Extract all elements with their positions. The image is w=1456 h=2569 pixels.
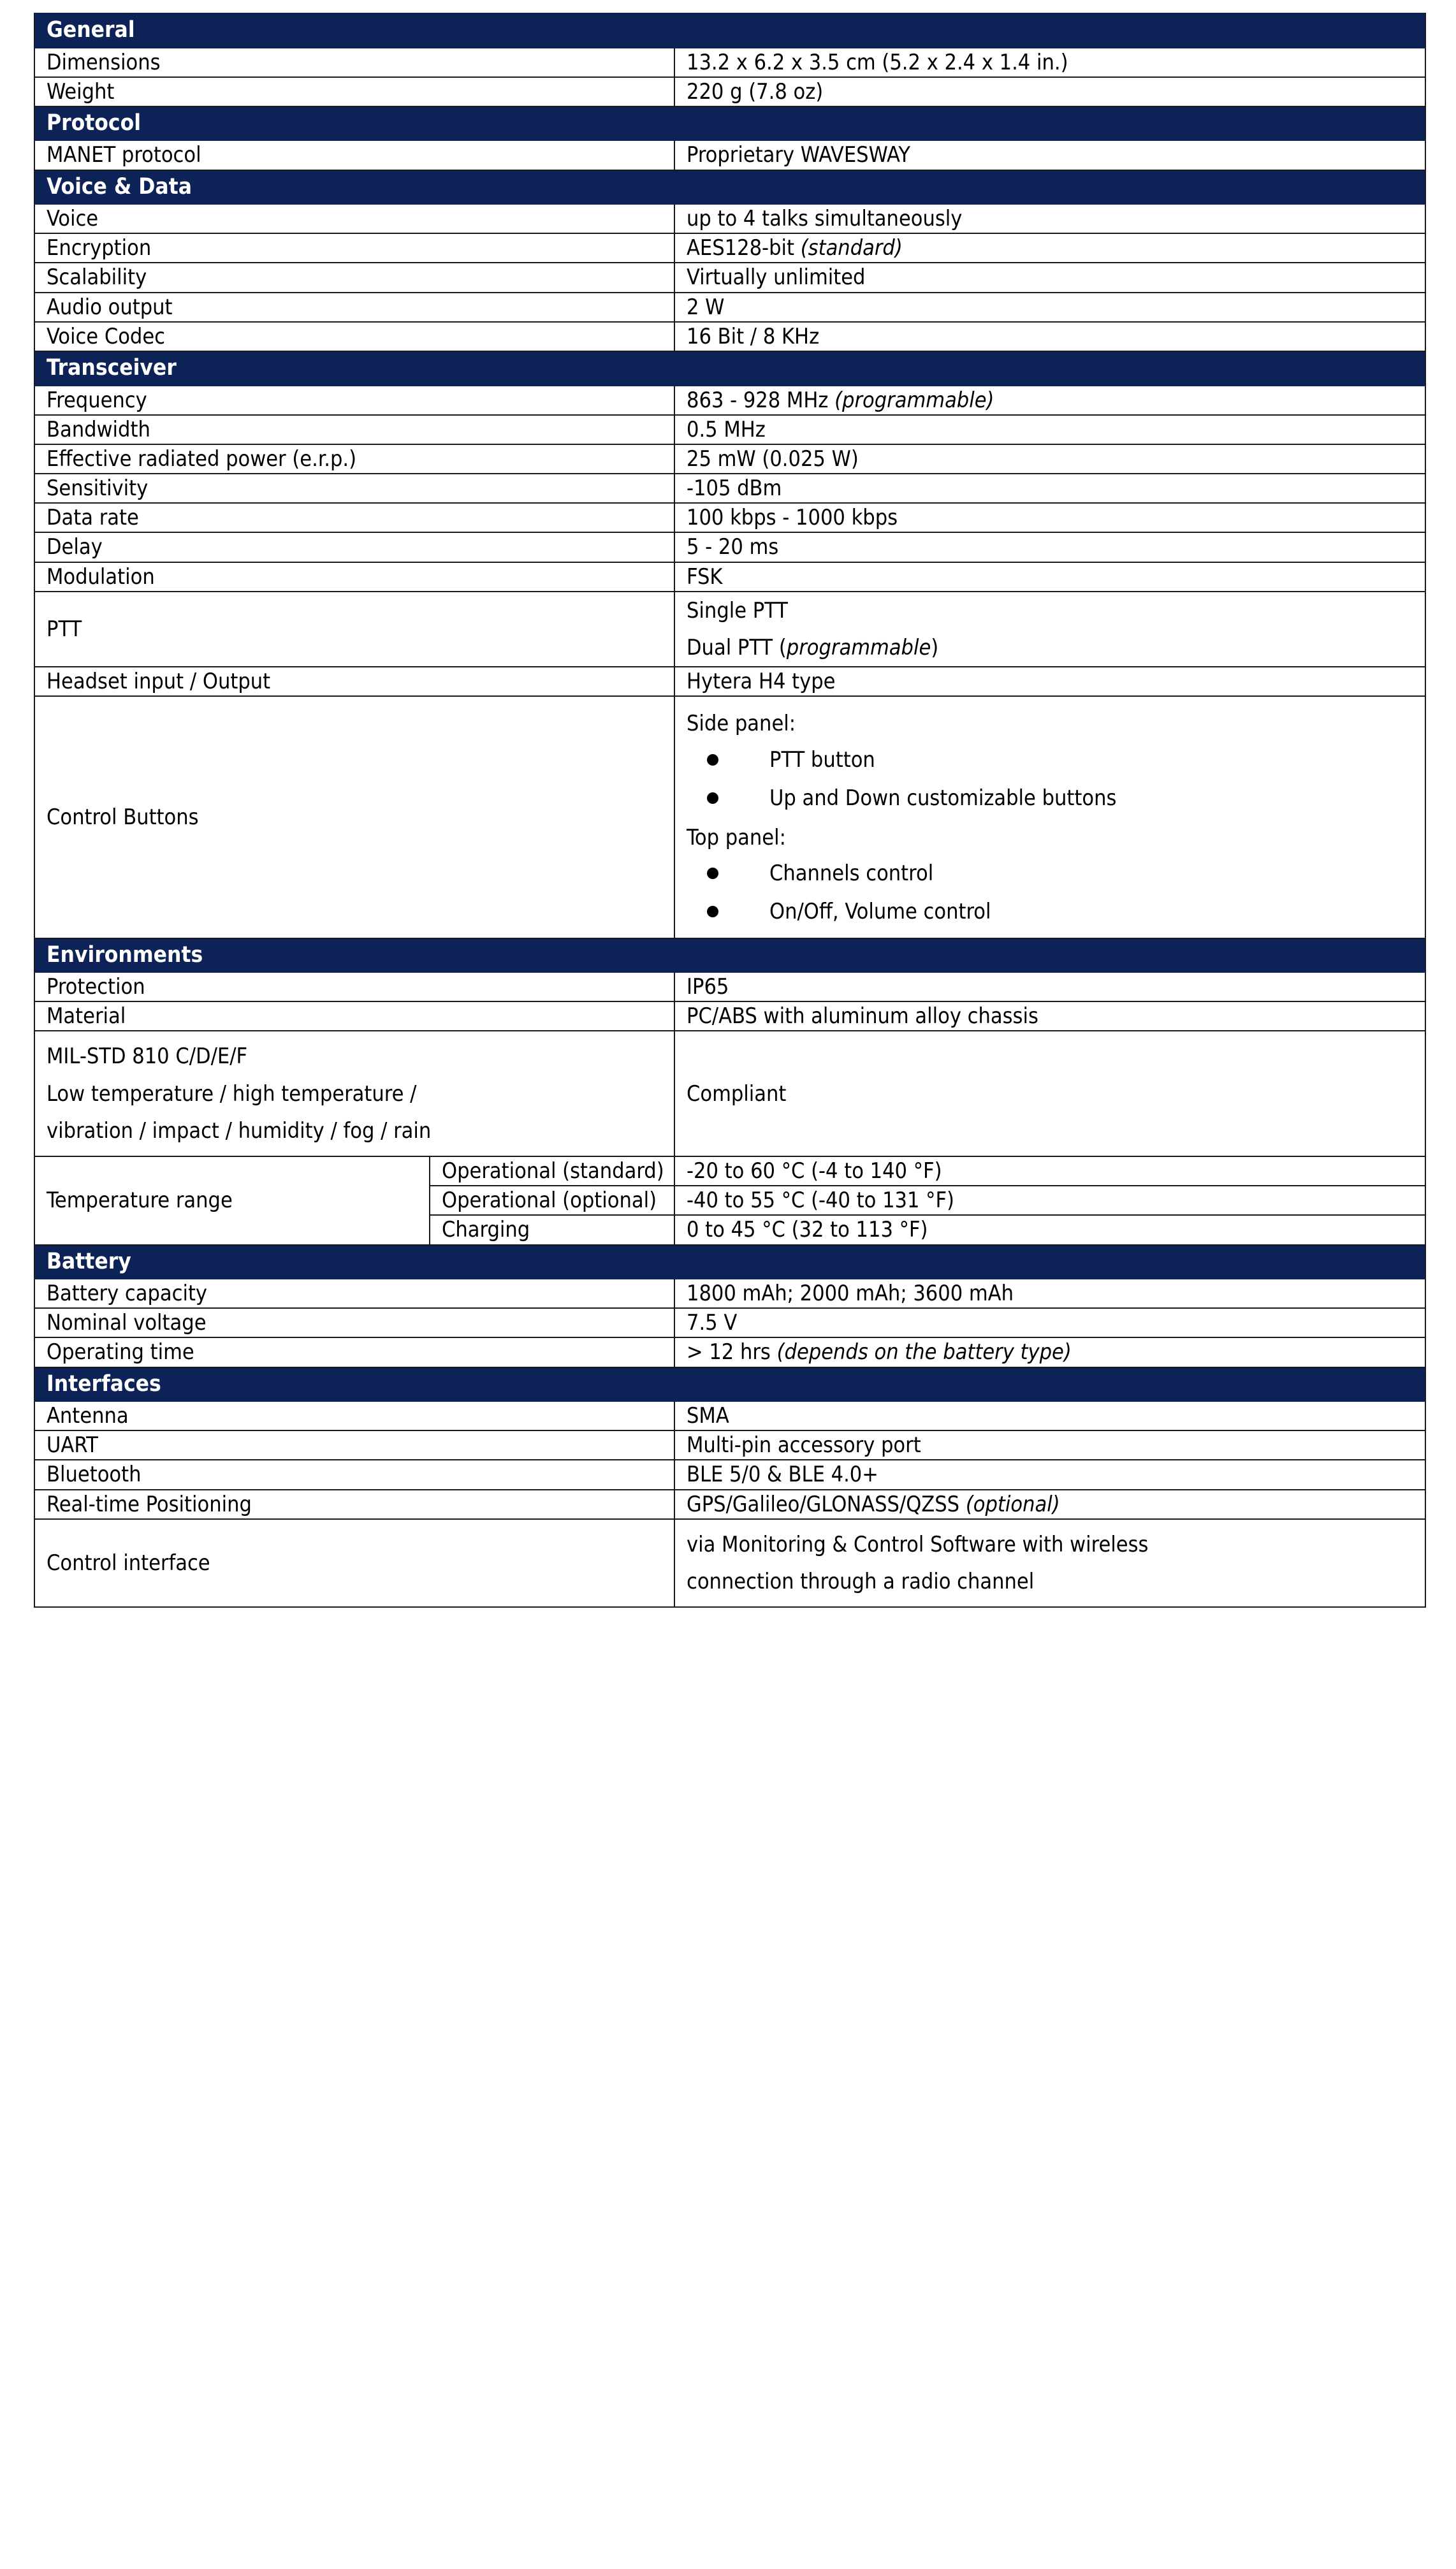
spec-value: BLE 5/0 & BLE 4.0+	[674, 1460, 1425, 1489]
spec-label: Effective radiated power (e.r.p.)	[34, 444, 674, 474]
spec-label: Operating time	[34, 1337, 674, 1367]
spec-value	[674, 1490, 1425, 1519]
spec-value: -40 to 55 °C (-40 to 131 °F)	[674, 1186, 1425, 1215]
spec-value: IP65	[674, 972, 1425, 1001]
section-title: Voice & Data	[34, 170, 1425, 205]
spec-label: Weight	[34, 77, 674, 106]
table-row-control-interface	[34, 1519, 1425, 1607]
spec-value: 2 W	[674, 293, 1425, 322]
table-row	[34, 1430, 1425, 1460]
spec-value: 5 - 20 ms	[674, 532, 1425, 562]
table-row	[34, 1460, 1425, 1489]
spec-value-qualifier: (depends on the battery type)	[776, 1339, 1072, 1365]
specifications-table	[34, 13, 1426, 1608]
spec-value-qualifier: (optional)	[965, 1491, 1060, 1517]
mil-std-line-1: MIL-STD 810 C/D/E/F	[47, 1044, 248, 1070]
list-item: PTT button	[687, 741, 1416, 779]
top-panel-heading: Top panel:	[687, 824, 786, 850]
spec-value: 7.5 V	[674, 1308, 1425, 1337]
spec-label: MANET protocol	[34, 140, 674, 170]
spec-label: Control Buttons	[34, 696, 674, 938]
list-item: On/Off, Volume control	[687, 892, 1416, 931]
section-title: General	[34, 13, 1425, 48]
table-row	[34, 532, 1425, 562]
spec-sublabel: Operational (standard)	[430, 1156, 674, 1186]
specifications-table-container	[34, 13, 1425, 1608]
spec-label: Voice Codec	[34, 322, 674, 351]
spec-label: Delay	[34, 532, 674, 562]
spec-label: Real-time Positioning	[34, 1490, 674, 1519]
table-row	[34, 1490, 1425, 1519]
spec-label: Protection	[34, 972, 674, 1001]
spec-label: PTT	[34, 592, 674, 667]
spec-value: 1800 mAh; 2000 mAh; 3600 mAh	[674, 1279, 1425, 1308]
table-row-ptt	[34, 592, 1425, 667]
table-row-mil-std	[34, 1031, 1425, 1156]
spec-value	[674, 386, 1425, 415]
ptt-dual-line	[687, 629, 1416, 666]
section-header-battery	[34, 1245, 1425, 1279]
spec-value: 13.2 x 6.2 x 3.5 cm (5.2 x 2.4 x 1.4 in.)	[674, 48, 1425, 77]
mil-std-line-3: vibration / impact / humidity / fog / rain	[47, 1117, 432, 1144]
spec-value: 25 mW (0.025 W)	[674, 444, 1425, 474]
table-row	[34, 77, 1425, 106]
spec-value: PC/ABS with aluminum alloy chassis	[674, 1001, 1425, 1031]
spec-value-text: AES128-bit	[687, 235, 801, 261]
spec-value: Hytera H4 type	[674, 667, 1425, 696]
table-row	[34, 503, 1425, 532]
spec-label: Voice	[34, 204, 674, 233]
spec-value: Proprietary WAVESWAY	[674, 140, 1425, 170]
spec-value: Virtually unlimited	[674, 263, 1425, 292]
ptt-single-line: Single PTT	[687, 597, 788, 623]
spec-value-control-interface	[674, 1519, 1425, 1607]
section-title: Interfaces	[34, 1367, 1425, 1402]
spec-value-qualifier: (programmable)	[834, 387, 994, 413]
spec-value	[674, 233, 1425, 263]
control-interface-line-2: connection through a radio channel	[687, 1569, 1035, 1594]
spec-label: Sensitivity	[34, 474, 674, 503]
spec-label: Bandwidth	[34, 415, 674, 444]
table-row	[34, 1308, 1425, 1337]
spec-label: Data rate	[34, 503, 674, 532]
spec-value: 16 Bit / 8 KHz	[674, 322, 1425, 351]
table-row	[34, 1337, 1425, 1367]
spec-label: Encryption	[34, 233, 674, 263]
list-item: Up and Down customizable buttons	[687, 779, 1416, 817]
spec-value-control-buttons	[674, 696, 1425, 938]
table-row-temperature-standard	[34, 1156, 1425, 1186]
spec-value: Multi-pin accessory port	[674, 1430, 1425, 1460]
section-header-voice-data	[34, 170, 1425, 205]
spec-value-text: > 12 hrs	[687, 1339, 777, 1365]
table-row	[34, 233, 1425, 263]
table-row	[34, 140, 1425, 170]
spec-value: 0.5 MHz	[674, 415, 1425, 444]
spec-label: Control interface	[34, 1519, 674, 1607]
spec-value: Compliant	[674, 1031, 1425, 1156]
spec-value: 0 to 45 °C (32 to 113 °F)	[674, 1215, 1425, 1244]
spec-value: 220 g (7.8 oz)	[674, 77, 1425, 106]
table-row	[34, 667, 1425, 696]
section-title: Environments	[34, 938, 1425, 973]
ptt-dual-close: )	[931, 635, 939, 660]
table-row	[34, 444, 1425, 474]
spec-label: Scalability	[34, 263, 674, 292]
table-row	[34, 263, 1425, 292]
spec-label: Nominal voltage	[34, 1308, 674, 1337]
section-header-transceiver	[34, 351, 1425, 386]
table-row	[34, 415, 1425, 444]
mil-std-line-2: Low temperature / high temperature /	[47, 1081, 417, 1107]
control-buttons-block	[687, 697, 1416, 937]
section-header-general	[34, 13, 1425, 48]
spec-value-ptt	[674, 592, 1425, 667]
spec-sublabel: Operational (optional)	[430, 1186, 674, 1215]
table-row	[34, 972, 1425, 1001]
spec-label-temperature-range: Temperature range	[34, 1156, 430, 1245]
side-panel-list	[687, 741, 1416, 817]
table-row	[34, 386, 1425, 415]
ptt-dual-text: Dual PTT (	[687, 635, 787, 660]
spec-sublabel: Charging	[430, 1215, 674, 1244]
table-row	[34, 48, 1425, 77]
spec-label: Dimensions	[34, 48, 674, 77]
spec-value: 100 kbps - 1000 kbps	[674, 503, 1425, 532]
table-row	[34, 1401, 1425, 1430]
table-row	[34, 1001, 1425, 1031]
spec-value-qualifier: (standard)	[800, 235, 903, 261]
section-header-environments	[34, 938, 1425, 973]
section-title: Protocol	[34, 106, 1425, 141]
control-interface-block	[687, 1520, 1416, 1606]
spec-label: Frequency	[34, 386, 674, 415]
spec-value: FSK	[674, 562, 1425, 592]
side-panel-heading: Side panel:	[687, 711, 796, 737]
spec-label-mil-std	[34, 1031, 674, 1156]
section-title: Transceiver	[34, 351, 1425, 386]
spec-label: UART	[34, 1430, 674, 1460]
spec-label: Bluetooth	[34, 1460, 674, 1489]
section-title: Battery	[34, 1245, 1425, 1279]
table-row-control-buttons	[34, 696, 1425, 938]
ptt-dual-qualifier: programmable	[786, 635, 931, 660]
top-panel-list	[687, 854, 1416, 931]
section-header-interfaces	[34, 1367, 1425, 1402]
table-row	[34, 562, 1425, 592]
table-row	[34, 1279, 1425, 1308]
spec-value-text: 863 - 928 MHz	[687, 387, 835, 413]
spec-value: -105 dBm	[674, 474, 1425, 503]
spec-value-text: GPS/Galileo/GLONASS/QZSS	[687, 1491, 966, 1517]
table-row	[34, 474, 1425, 503]
table-row	[34, 293, 1425, 322]
table-row	[34, 322, 1425, 351]
spec-value: -20 to 60 °C (-4 to 140 °F)	[674, 1156, 1425, 1186]
spec-value: SMA	[674, 1401, 1425, 1430]
control-interface-line-1: via Monitoring & Control Software with wireless	[687, 1531, 1149, 1557]
spec-value: up to 4 talks simultaneously	[674, 204, 1425, 233]
table-row	[34, 204, 1425, 233]
spec-label: Audio output	[34, 293, 674, 322]
section-header-protocol	[34, 106, 1425, 141]
spec-label: Material	[34, 1001, 674, 1031]
spec-label: Battery capacity	[34, 1279, 674, 1308]
spec-value	[674, 1337, 1425, 1367]
mil-std-block	[47, 1031, 665, 1156]
spec-label: Modulation	[34, 562, 674, 592]
list-item: Channels control	[687, 854, 1416, 892]
spec-label: Headset input / Output	[34, 667, 674, 696]
spec-label: Antenna	[34, 1401, 674, 1430]
